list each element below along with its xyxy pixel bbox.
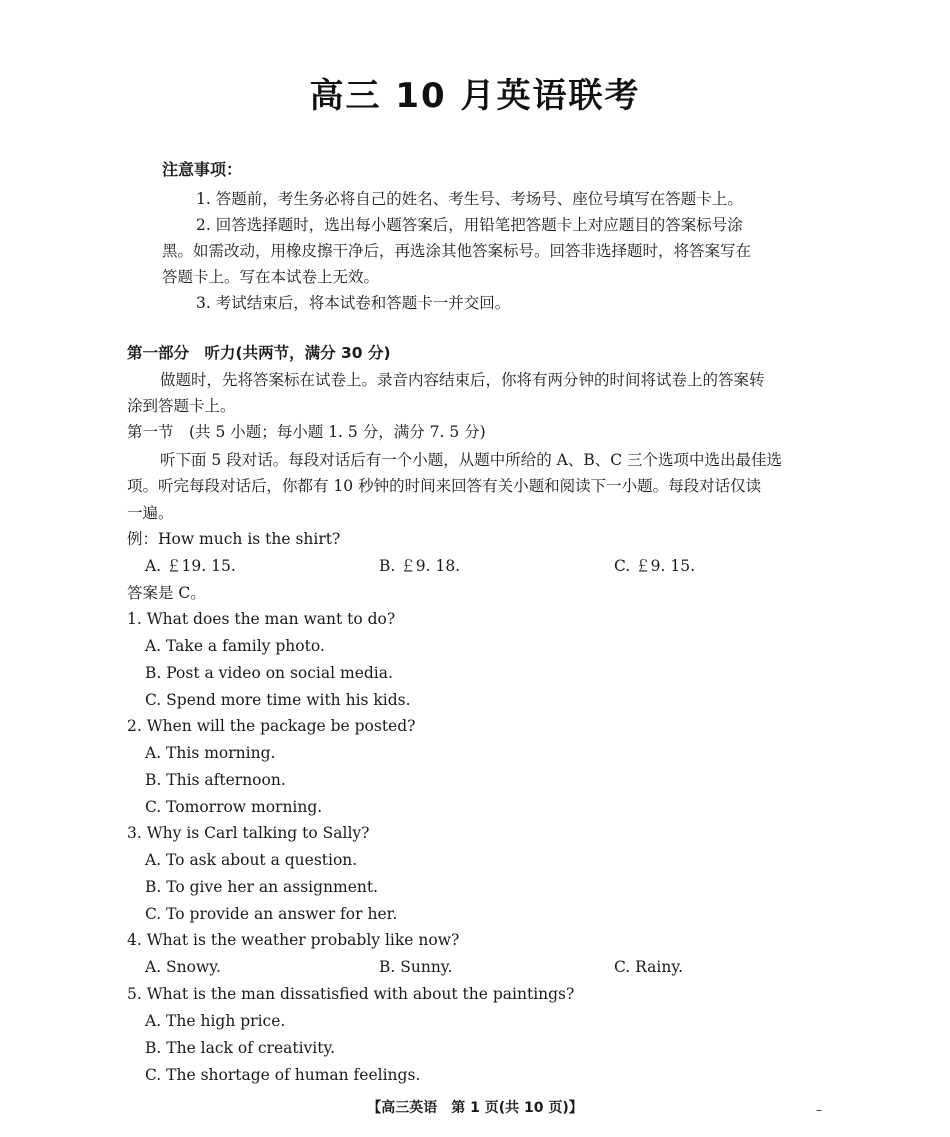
notice-item-2-line-3: 答题卡上。写在本试卷上无效。 <box>162 268 380 286</box>
question-2-option-c: C. Tomorrow morning. <box>145 798 323 816</box>
section1-line-2: 项。听完每段对话后，你都有 10 秒钟的时间来回答有关小题和阅读下一小题。每段对话仅读 <box>127 477 762 495</box>
example-question: 例：How much is the shirt? <box>127 530 341 548</box>
question-3: 3. Why is Carl talking to Sally? <box>127 824 370 842</box>
part1-intro-line-2: 涂到答题卡上。 <box>127 397 236 415</box>
example-answer: 答案是 C。 <box>127 584 206 602</box>
section1-line-3: 一遍。 <box>127 504 174 522</box>
question-5-option-b: B. The lack of creativity. <box>145 1039 336 1057</box>
question-4-option-b: B. Sunny. <box>379 958 453 976</box>
question-4-option-a: A. Snowy. <box>145 958 221 976</box>
part1-intro-line-1: 做题时，先将答案标在试卷上。录音内容结束后，你将有两分钟的时间将试卷上的答案转 <box>160 371 765 389</box>
part1-heading: 第一部分 听力(共两节，满分 30 分) <box>127 344 391 362</box>
notice-item-2-line-2: 黑。如需改动，用橡皮擦干净后，再选涂其他答案标号。回答非选择题时，将答案写在 <box>162 242 752 260</box>
example-option-a: A. ￡19. 15. <box>145 557 236 575</box>
question-3-option-a: A. To ask about a question. <box>145 851 358 869</box>
section1-heading: 第一节 (共 5 小题；每小题 1. 5 分，满分 7. 5 分) <box>127 423 486 441</box>
question-1-option-b: B. Post a video on social media. <box>145 664 393 682</box>
notice-heading: 注意事项： <box>162 160 243 179</box>
example-option-c: C. ￡9. 15. <box>614 557 696 575</box>
section1-line-1: 听下面 5 段对话。每段对话后有一个小题，从题中所给的 A、B、C 三个选项中选出最佳选 <box>160 451 783 469</box>
page-title: 高三 10 月英语联考 <box>309 76 641 116</box>
question-4-option-c: C. Rainy. <box>614 958 683 976</box>
question-5-option-a: A. The high price. <box>145 1012 286 1030</box>
question-3-option-c: C. To provide an answer for her. <box>145 905 398 923</box>
question-2-option-b: B. This afternoon. <box>145 771 286 789</box>
question-2: 2. When will the package be posted? <box>127 717 416 735</box>
question-5-option-c: C. The shortage of human feelings. <box>145 1066 421 1084</box>
question-3-option-b: B. To give her an assignment. <box>145 878 379 896</box>
notice-item-3: 3. 考试结束后，将本试卷和答题卡一并交回。 <box>196 294 511 312</box>
notice-item-2-line-1: 2. 回答选择题时，选出每小题答案后，用铅笔把答题卡上对应题目的答案标号涂 <box>196 216 743 234</box>
question-5: 5. What is the man dissatisfied with about the paintings? <box>127 985 575 1003</box>
question-4: 4. What is the weather probably like now? <box>127 931 460 949</box>
page-footer: 【高三英语 第 1 页(共 10 页)】 <box>367 1100 583 1116</box>
notice-item-1: 1. 答题前，考生务必将自己的姓名、考生号、考场号、座位号填写在答题卡上。 <box>196 190 743 208</box>
question-2-option-a: A. This morning. <box>145 744 276 762</box>
corner-mark: – <box>816 1103 822 1117</box>
question-1-option-a: A. Take a family photo. <box>145 637 325 655</box>
question-1-option-c: C. Spend more time with his kids. <box>145 691 411 709</box>
example-option-b: B. ￡9. 18. <box>379 557 461 575</box>
question-1: 1. What does the man want to do? <box>127 610 396 628</box>
